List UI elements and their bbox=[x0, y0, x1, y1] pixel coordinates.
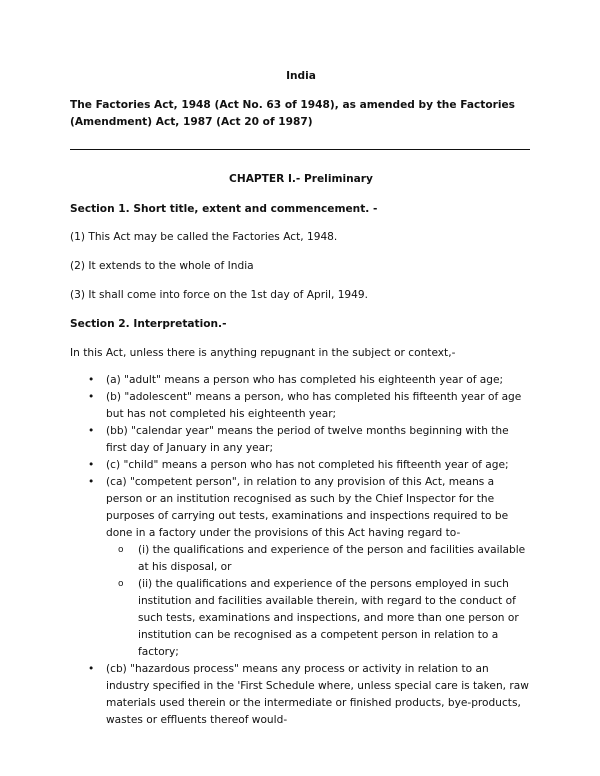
country-heading: India bbox=[286, 70, 316, 82]
section-1-heading: Section 1. Short title, extent and commencement. - bbox=[70, 203, 378, 215]
definition-item bbox=[106, 457, 532, 474]
definition-text: (b) "adolescent" means a person, who has completed his fifteenth year of age but has not completed his eighteenth year; bbox=[106, 391, 522, 420]
definition-item bbox=[106, 372, 532, 389]
horizontal-divider bbox=[70, 149, 530, 150]
sub-item-text: (i) the qualifications and experience of the person and facilities available at his disposal, or bbox=[138, 544, 526, 573]
definition-text: (c) "child" means a person who has not completed his fifteenth year of age; bbox=[106, 459, 509, 471]
definitions-list bbox=[70, 372, 532, 729]
chapter-heading: CHAPTER I.- Preliminary bbox=[229, 173, 373, 185]
definition-item bbox=[106, 423, 532, 457]
definition-text: (a) "adult" means a person who has completed his eighteenth year of age; bbox=[106, 374, 504, 386]
sub-item bbox=[138, 542, 532, 576]
definition-text: (ca) "competent person", in relation to any provision of this Act, means a person or an institution recognised as such by the Chief Inspector for the purposes of carrying out tests, examinations and inspections required to be done in a factory under the provisions of this Act having regard to- bbox=[106, 476, 509, 539]
section-2-heading: Section 2. Interpretation.- bbox=[70, 318, 227, 330]
section-1-paragraph-1: (1) This Act may be called the Factories Act, 1948. bbox=[70, 231, 338, 243]
definition-item bbox=[106, 389, 532, 423]
sub-item-text: (ii) the qualifications and experience of the persons employed in such institution and facilities available therein, with regard to the conduct of such tests, examinations and inspections, and more than one person or institution can be recognised as a competent person in relation to a factory; bbox=[138, 578, 519, 658]
section-1-paragraph-2: (2) It extends to the whole of India bbox=[70, 260, 254, 272]
sub-item bbox=[138, 576, 532, 661]
section-1-paragraph-3: (3) It shall come into force on the 1st day of April, 1949. bbox=[70, 289, 369, 301]
competent-person-sublist bbox=[106, 542, 532, 661]
definition-text: (cb) "hazardous process" means any process or activity in relation to an industry specified in the 'First Schedule where, unless special care is taken, raw materials used therein or the intermediate or finished products, bye-products, wastes or effluents thereof would- bbox=[106, 663, 529, 726]
definition-item bbox=[106, 474, 532, 661]
definition-text: (bb) "calendar year" means the period of twelve months beginning with the first day of January in any year; bbox=[106, 425, 509, 454]
definition-item bbox=[106, 661, 532, 729]
act-title: The Factories Act, 1948 (Act No. 63 of 1948), as amended by the Factories (Amendment) Act, 1987 (Act 20 of 1987) bbox=[70, 99, 515, 128]
section-2-intro: In this Act, unless there is anything repugnant in the subject or context,- bbox=[70, 347, 456, 359]
